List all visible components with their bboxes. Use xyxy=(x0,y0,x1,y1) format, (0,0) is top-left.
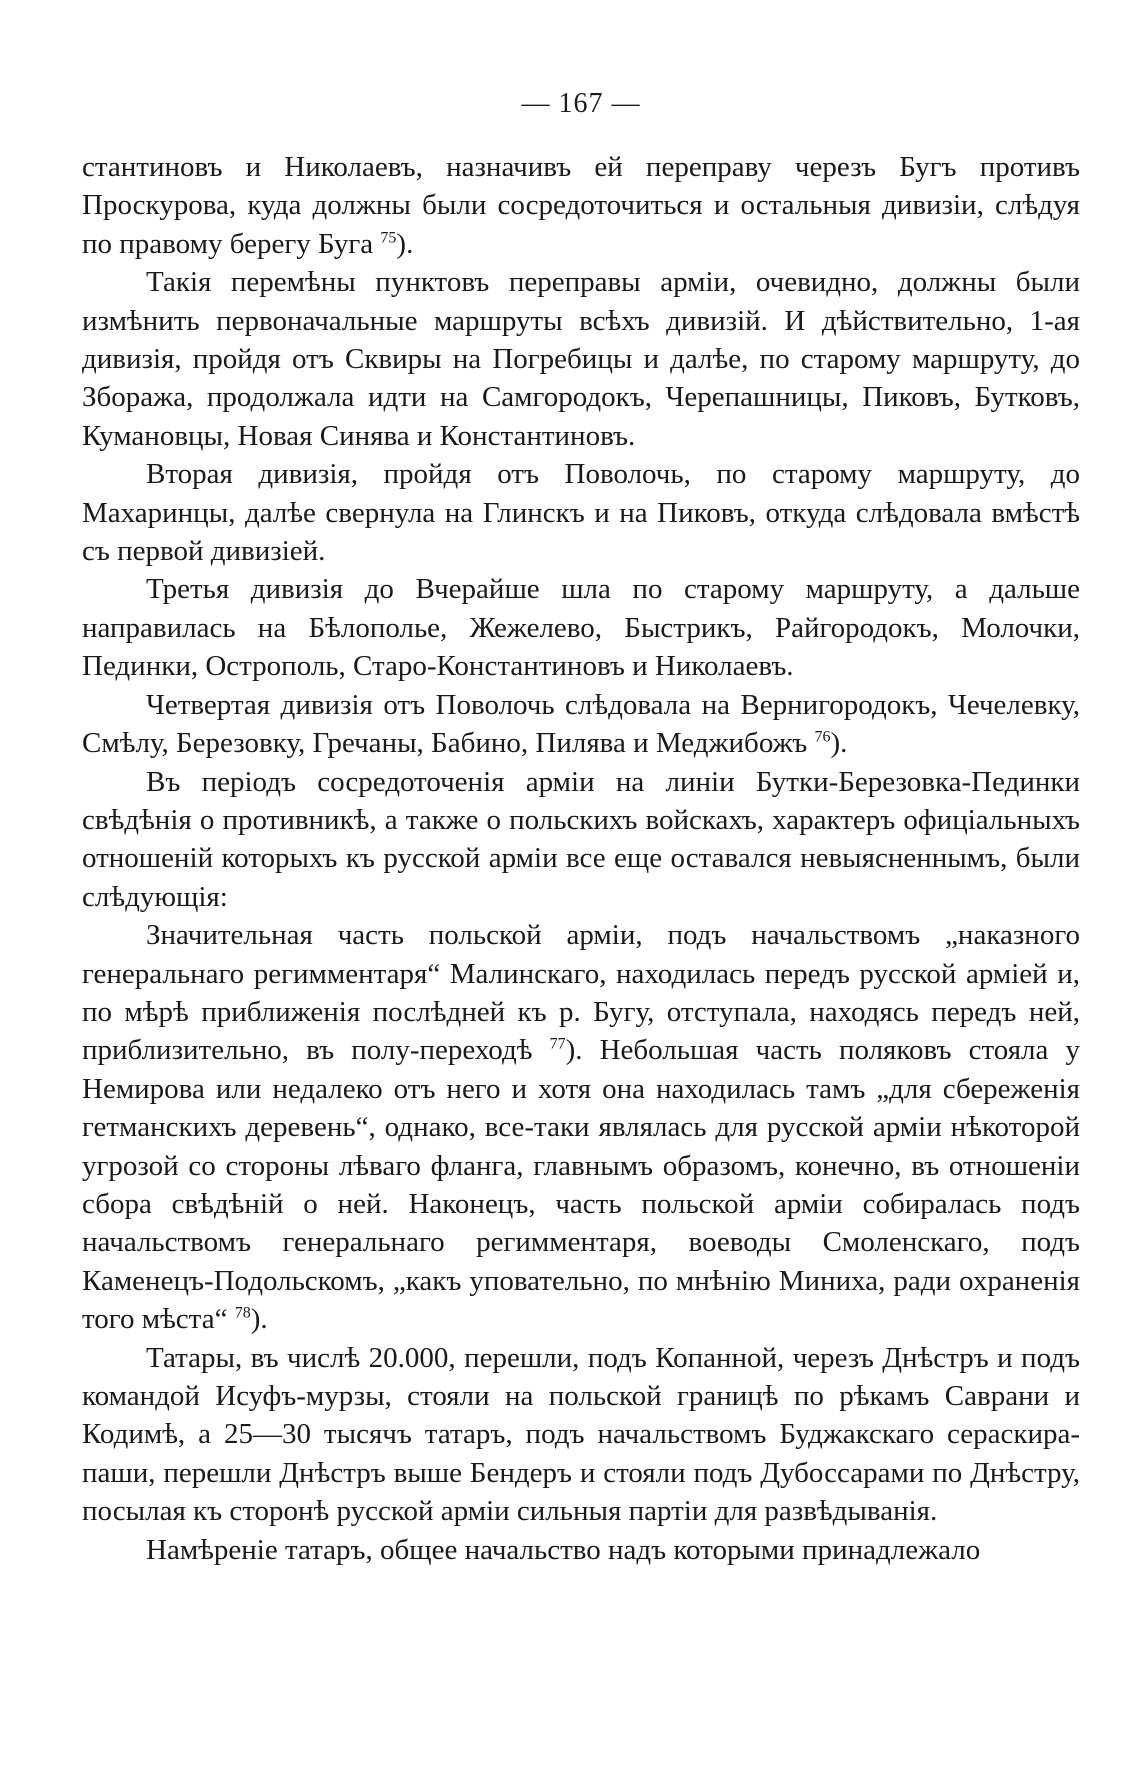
paragraph-1 xyxy=(82,148,1080,263)
paragraph-text-tail: ). xyxy=(830,727,848,760)
book-page xyxy=(82,84,1080,1569)
footnote-ref: 76 xyxy=(814,728,831,746)
footnote-ref: 78 xyxy=(234,1304,251,1322)
paragraph-7 xyxy=(82,916,1080,1338)
paragraph-text: Такія перемѣны пунктовъ переправы арміи, очевидно, должны были измѣнить первоначальные маршруты всѣхъ дивизій. И дѣйствительно, 1-ая дивизія, пройдя отъ Сквиры на Погребицы и далѣе, по старому маршруту, до Збоража, продолжала идти на Самгородокъ, Черепашницы, Пиковъ, Бутковъ, Кумановцы, Новая Синява и Константиновъ. xyxy=(82,266,1080,452)
paragraph-text: Татары, въ числѣ 20.000, перешли, подъ Копанной, черезъ Днѣстръ и подъ командой Исуфъ-мурзы, стояли на польской границѣ по рѣкамъ Саврани и Кодимѣ, а 25—30 тысячъ татаръ, подъ начальствомъ Буджакскаго сераскира-паши, перешли Днѣстръ выше Бендеръ и стояли подъ Дубоссарами по Днѣстру, посылая къ сторонѣ русской арміи сильныя партіи для развѣдыванія. xyxy=(82,1341,1080,1528)
paragraph-text: Въ періодъ сосредоточенія арміи на линіи Бутки-Березовка-Пединки свѣдѣнія о противникѣ, а также о польскихъ войскахъ, характеръ офиціальныхъ отношеній которыхъ къ русской арміи все еще оставался невыясненнымъ, были слѣдующія: xyxy=(82,765,1080,913)
paragraph-text: Третья дивизія до Вчерайше шла по старому маршруту, а дальше направилась на Бѣлополье, Жежелево, Быстрикъ, Райгородокъ, Молочки, Пединки, Острополь, Старо-Константиновъ и Николаевъ. xyxy=(82,573,1080,683)
paragraph-text-middle: ). Небольшая часть поляковъ стояла у Немирова или недалеко отъ него и хотя она находилась тамъ „для сбереженія гетманскихъ деревень“, однако, все-таки являлась для русской арміи нѣкоторой угрозой со стороны лѣваго фланга, главнымъ образомъ, конечно, въ отношеніи сбора свѣдѣній о ней. Наконецъ, часть польской арміи собиралась подъ начальствомъ генеральнаго регимментаря, воеводы Смоленскаго, подъ Каменецъ-Подольскомъ, „какъ уповательно, по мнѣнію Миниха, ради охраненія того мѣста“ xyxy=(82,1034,1080,1336)
paragraph-text: Намѣреніе татаръ, общее начальство надъ которыми принадлежало xyxy=(146,1533,981,1566)
paragraph-text: Вторая дивизія, пройдя отъ Поволочь, по старому маршруту, до Махаринцы, далѣе свернула на Глинскъ и на Пиковъ, откуда слѣдовала вмѣстѣ съ первой дивизіей. xyxy=(82,458,1080,568)
paragraph-text: стантиновъ и Николаевъ, назначивъ ей переправу черезъ Бугъ противъ Проскурова, куда должны были сосредоточиться и остальныя дивизіи, слѣдуя по правому берегу Буга xyxy=(82,151,1080,260)
paragraph-2 xyxy=(82,263,1080,455)
paragraph-5 xyxy=(82,686,1080,763)
page-number: — 167 — xyxy=(521,88,641,119)
paragraph-9 xyxy=(82,1531,1080,1569)
paragraph-text: Значительная часть польской арміи, подъ начальствомъ „наказного генеральнаго регимментаря“ Малинскаго, находилась передъ русской арміей и, по мѣрѣ приближенія послѣдней къ р. Бугу, отступала, находясь передъ ней, приблизительно, въ полу-переходѣ xyxy=(82,919,1080,1067)
footnote-ref: 75 xyxy=(380,229,397,247)
paragraph-text: Четвертая дивизія отъ Поволочь слѣдовала на Вернигородокъ, Чечелевку, Смѣлу, Березовку, Гречаны, Бабино, Пилява и Меджибожъ xyxy=(82,688,1080,760)
paragraph-3 xyxy=(82,455,1080,570)
paragraph-text-tail: ). xyxy=(396,227,414,260)
paragraph-text-tail: ). xyxy=(250,1303,268,1336)
paragraph-6 xyxy=(82,763,1080,917)
paragraph-8 xyxy=(82,1339,1080,1531)
footnote-ref: 77 xyxy=(549,1035,566,1053)
paragraph-4 xyxy=(82,570,1080,685)
